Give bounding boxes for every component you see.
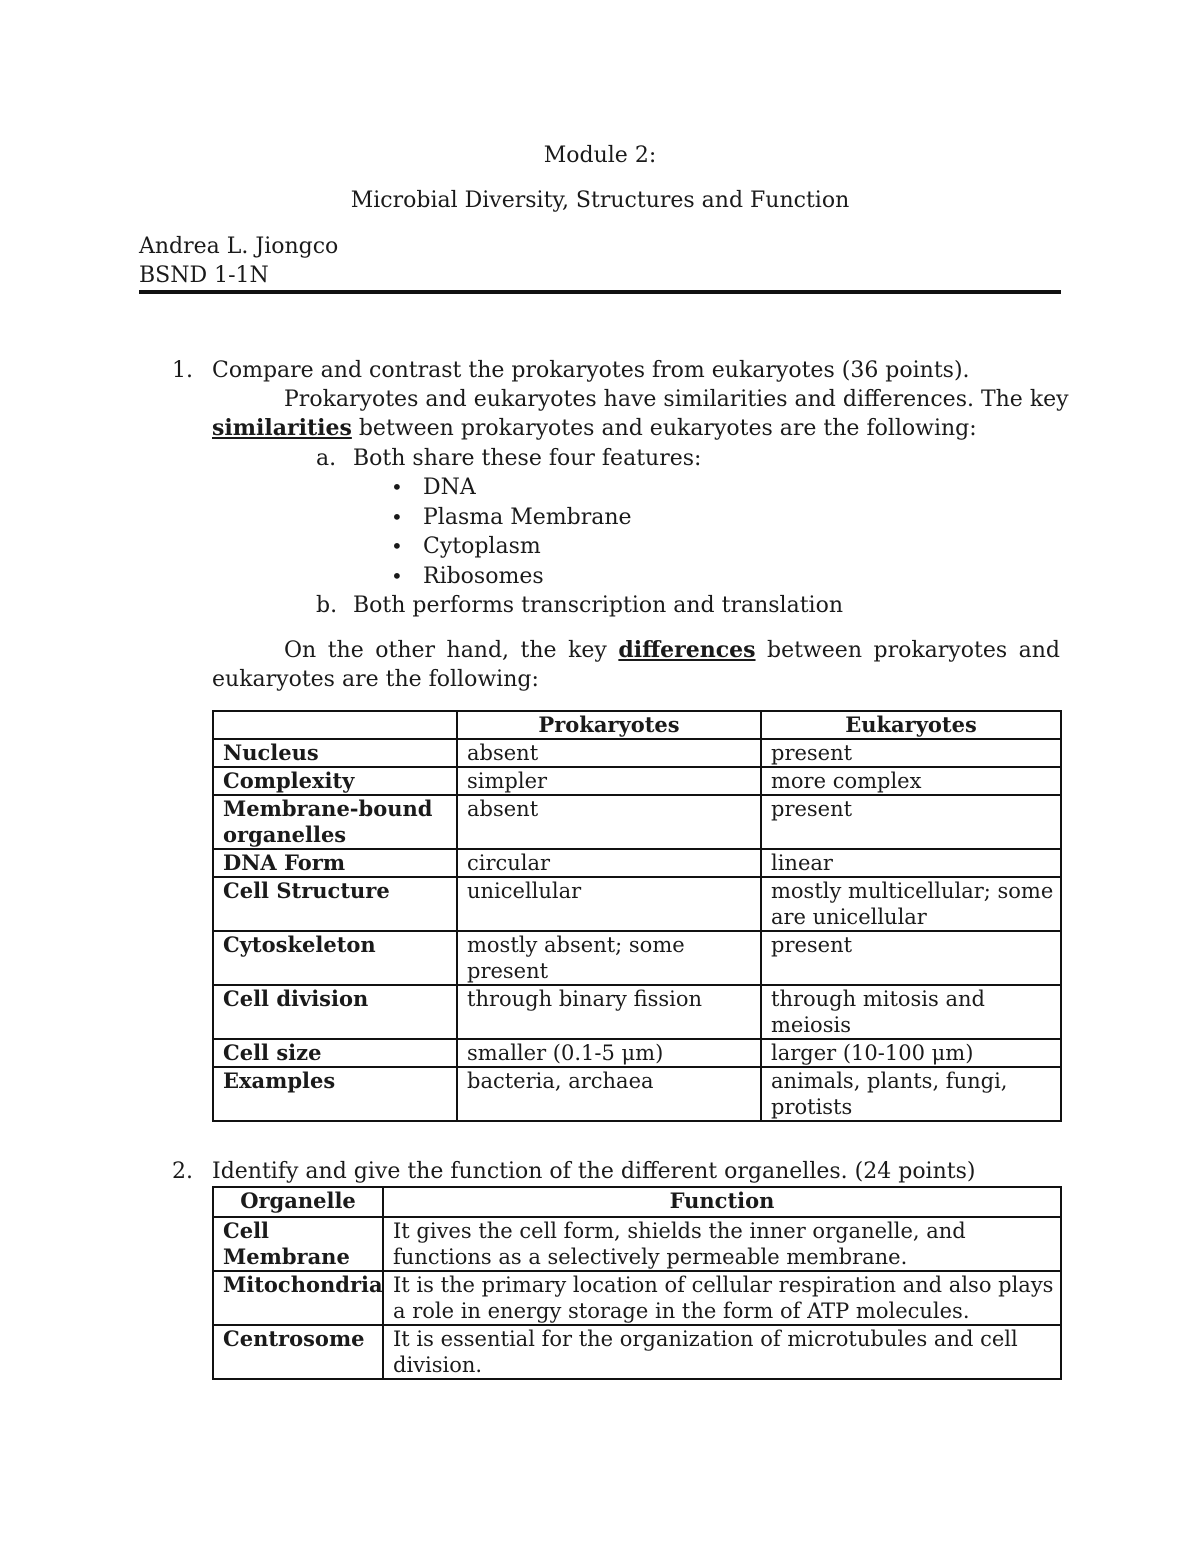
- q1-number: 1.: [172, 358, 193, 383]
- q1-intro-line1: Prokaryotes and eukaryotes have similarities and differences. The key: [284, 387, 1069, 412]
- feature-item: Plasma Membrane: [423, 505, 632, 530]
- table-row: [213, 1067, 1061, 1121]
- table-row: [213, 739, 1061, 767]
- table-row: [213, 877, 1061, 931]
- author-name: Andrea L. Jiongco: [139, 234, 339, 259]
- table-row: [213, 1325, 1061, 1379]
- organelle-name: Centrosome: [213, 1325, 383, 1379]
- course-section: BSND 1-1N: [139, 263, 269, 288]
- organelle-function-table: [212, 1186, 1062, 1380]
- item-b-text: Both performs transcription and translation: [353, 593, 843, 618]
- differences-term: differences: [618, 637, 756, 663]
- q2-number: 2.: [172, 1159, 193, 1184]
- bullet-icon: •: [391, 534, 403, 558]
- bullet-icon: •: [391, 505, 403, 529]
- bullet-icon: •: [391, 564, 403, 588]
- module-number: Module 2:: [543, 143, 657, 168]
- organelle-function: It gives the cell form, shields the inner organelle, and functions as a selectively permeable membrane.: [383, 1217, 1061, 1271]
- prokaryote-cell: mostly absent; some present: [457, 931, 761, 985]
- table-row: [213, 1271, 1061, 1325]
- module-title: Microbial Diversity, Structures and Function: [350, 188, 850, 213]
- eukaryote-cell: present: [761, 931, 1061, 985]
- table-header-cell: Organelle: [213, 1187, 383, 1217]
- q1-intro-line2-rest: between prokaryotes and eukaryotes are the following:: [351, 416, 977, 441]
- table-row: [213, 795, 1061, 849]
- table-header-cell: Eukaryotes: [761, 711, 1061, 739]
- row-label: Cytoskeleton: [213, 931, 457, 985]
- row-label: Cell size: [213, 1039, 457, 1067]
- q1-diff-line1: [284, 636, 1060, 665]
- row-label: Cell division: [213, 985, 457, 1039]
- q2-question: Identify and give the function of the different organelles. (24 points): [212, 1159, 976, 1184]
- bullet-icon: •: [391, 475, 403, 499]
- row-label: DNA Form: [213, 849, 457, 877]
- table-row: [213, 985, 1061, 1039]
- eukaryote-cell: present: [761, 795, 1061, 849]
- organelle-function: It is essential for the organization of microtubules and cell division.: [383, 1325, 1061, 1379]
- q1-intro-line2: [212, 414, 977, 443]
- organelle-function: It is the primary location of cellular respiration and also plays a role in energy storage in the form of ATP molecules.: [383, 1271, 1061, 1325]
- diff-line1-before: On the other hand, the key: [284, 638, 619, 663]
- eukaryote-cell: through mitosis and meiosis: [761, 985, 1061, 1039]
- row-label: Membrane-bound organelles: [213, 795, 457, 849]
- table-header-cell: Function: [383, 1187, 1061, 1217]
- diff-line1-after: between prokaryotes and: [755, 638, 1060, 663]
- table-row: [213, 1217, 1061, 1271]
- eukaryote-cell: more complex: [761, 767, 1061, 795]
- header-divider: [139, 290, 1061, 294]
- prokaryote-cell: absent: [457, 739, 761, 767]
- prokaryote-cell: absent: [457, 795, 761, 849]
- table-row: [213, 1039, 1061, 1067]
- eukaryote-cell: mostly multicellular; some are unicellular: [761, 877, 1061, 931]
- table-header-cell: [213, 711, 457, 739]
- eukaryote-cell: linear: [761, 849, 1061, 877]
- feature-item: Ribosomes: [423, 564, 544, 589]
- item-a-text: Both share these four features:: [353, 446, 702, 471]
- q1-diff-line2: eukaryotes are the following:: [212, 667, 539, 692]
- row-label: Examples: [213, 1067, 457, 1121]
- q1-question: Compare and contrast the prokaryotes from eukaryotes (36 points).: [212, 358, 970, 383]
- organelle-name: Mitochondria: [213, 1271, 383, 1325]
- eukaryote-cell: present: [761, 739, 1061, 767]
- similarities-term: similarities: [212, 415, 352, 441]
- row-label: Cell Structure: [213, 877, 457, 931]
- item-a-marker: a.: [316, 446, 337, 471]
- eukaryote-cell: larger (10-100 μm): [761, 1039, 1061, 1067]
- eukaryote-cell: animals, plants, fungi, protists: [761, 1067, 1061, 1121]
- table-header-cell: Prokaryotes: [457, 711, 761, 739]
- feature-item: Cytoplasm: [423, 534, 541, 559]
- prokaryote-cell: smaller (0.1-5 μm): [457, 1039, 761, 1067]
- prokaryote-cell: unicellular: [457, 877, 761, 931]
- prokaryote-cell: bacteria, archaea: [457, 1067, 761, 1121]
- row-label: Complexity: [213, 767, 457, 795]
- row-label: Nucleus: [213, 739, 457, 767]
- table-row: [213, 849, 1061, 877]
- prokaryote-cell: circular: [457, 849, 761, 877]
- prokaryote-cell: through binary fission: [457, 985, 761, 1039]
- table-row: [213, 767, 1061, 795]
- item-b-marker: b.: [316, 593, 338, 618]
- prokaryote-cell: simpler: [457, 767, 761, 795]
- table-row: [213, 931, 1061, 985]
- prokaryote-eukaryote-table: [212, 710, 1062, 1122]
- organelle-name: Cell Membrane: [213, 1217, 383, 1271]
- feature-item: DNA: [423, 475, 476, 500]
